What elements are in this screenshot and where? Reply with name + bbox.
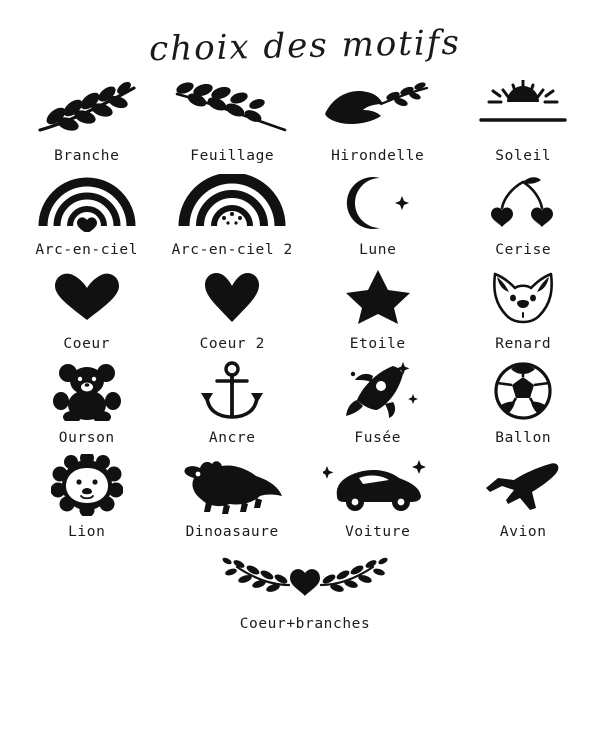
motif-label: Ballon	[495, 430, 552, 446]
motif-label: Soleil	[495, 148, 552, 164]
sun-icon	[473, 76, 573, 142]
motif-item-arc-en-ciel[interactable]	[18, 170, 156, 258]
motif-item-feuillage[interactable]	[163, 76, 301, 164]
motif-row	[14, 452, 596, 540]
motif-item-arc-en-ciel-2[interactable]	[163, 170, 301, 258]
motif-item-ourson[interactable]	[18, 358, 156, 446]
anchor-icon	[197, 358, 267, 424]
motif-item-lune[interactable]	[309, 170, 447, 258]
motif-label: Coeur	[63, 336, 111, 352]
motif-label: Etoile	[349, 336, 406, 352]
dinosaur-icon	[176, 452, 288, 518]
motif-item-ballon[interactable]	[454, 358, 592, 446]
swallow-bird-icon	[319, 76, 437, 142]
motif-label: Hirondelle	[331, 148, 425, 164]
motif-label: Avion	[499, 524, 547, 540]
motif-label: Lune	[359, 242, 397, 258]
motif-label: Dinoasaure	[185, 524, 279, 540]
motif-item-dinoasaure[interactable]	[163, 452, 301, 540]
motif-item-hirondelle[interactable]	[309, 76, 447, 164]
motif-grid	[14, 76, 596, 632]
heart-icon	[49, 264, 125, 330]
motif-item-branche[interactable]	[18, 76, 156, 164]
branch-icon	[32, 76, 142, 142]
motif-sheet	[0, 22, 610, 750]
motif-item-renard[interactable]	[454, 264, 592, 352]
airplane-icon	[480, 452, 566, 518]
motif-row	[14, 170, 596, 258]
teddy-bear-icon	[48, 358, 126, 424]
motif-label: Coeur+branches	[239, 616, 371, 632]
motif-label: Arc-en-ciel	[35, 242, 139, 258]
motif-row-last	[14, 552, 596, 632]
cherry-icon	[478, 170, 568, 236]
foliage-icon	[173, 76, 291, 142]
page-title: choix des motifs	[148, 22, 462, 70]
motif-item-voiture[interactable]	[309, 452, 447, 540]
motif-label: Voiture	[345, 524, 411, 540]
motif-row	[14, 264, 596, 352]
motif-item-coeur-2[interactable]	[163, 264, 301, 352]
motif-item-etoile[interactable]	[309, 264, 447, 352]
motif-label: Ancre	[208, 430, 256, 446]
car-icon	[323, 452, 433, 518]
heart-with-branches-icon	[185, 552, 425, 610]
motif-item-ancre[interactable]	[163, 358, 301, 446]
motif-item-coeur[interactable]	[18, 264, 156, 352]
motif-item-soleil[interactable]	[454, 76, 592, 164]
moon-icon	[336, 170, 420, 236]
heart-2-icon	[199, 264, 265, 330]
rainbow-2-icon	[176, 170, 288, 236]
star-icon	[342, 264, 414, 330]
motif-label: Renard	[495, 336, 552, 352]
soccer-ball-icon	[491, 358, 555, 424]
motif-label: Cerise	[495, 242, 552, 258]
lion-icon	[51, 452, 123, 518]
motif-item-lion[interactable]	[18, 452, 156, 540]
motif-label: Coeur 2	[199, 336, 265, 352]
motif-label: Arc-en-ciel 2	[171, 242, 293, 258]
motif-item-fusee[interactable]	[309, 358, 447, 446]
fox-icon	[483, 264, 563, 330]
motif-label: Feuillage	[190, 148, 275, 164]
motif-label: Lion	[68, 524, 106, 540]
rocket-icon	[333, 358, 423, 424]
motif-row	[14, 358, 596, 446]
motif-label: Branche	[54, 148, 120, 164]
motif-row	[14, 76, 596, 164]
motif-item-coeur-branches[interactable]	[140, 552, 470, 632]
motif-label: Fusée	[354, 430, 402, 446]
motif-label: Ourson	[58, 430, 115, 446]
motif-item-avion[interactable]	[454, 452, 592, 540]
rainbow-icon	[35, 170, 139, 236]
motif-item-cerise[interactable]	[454, 170, 592, 258]
